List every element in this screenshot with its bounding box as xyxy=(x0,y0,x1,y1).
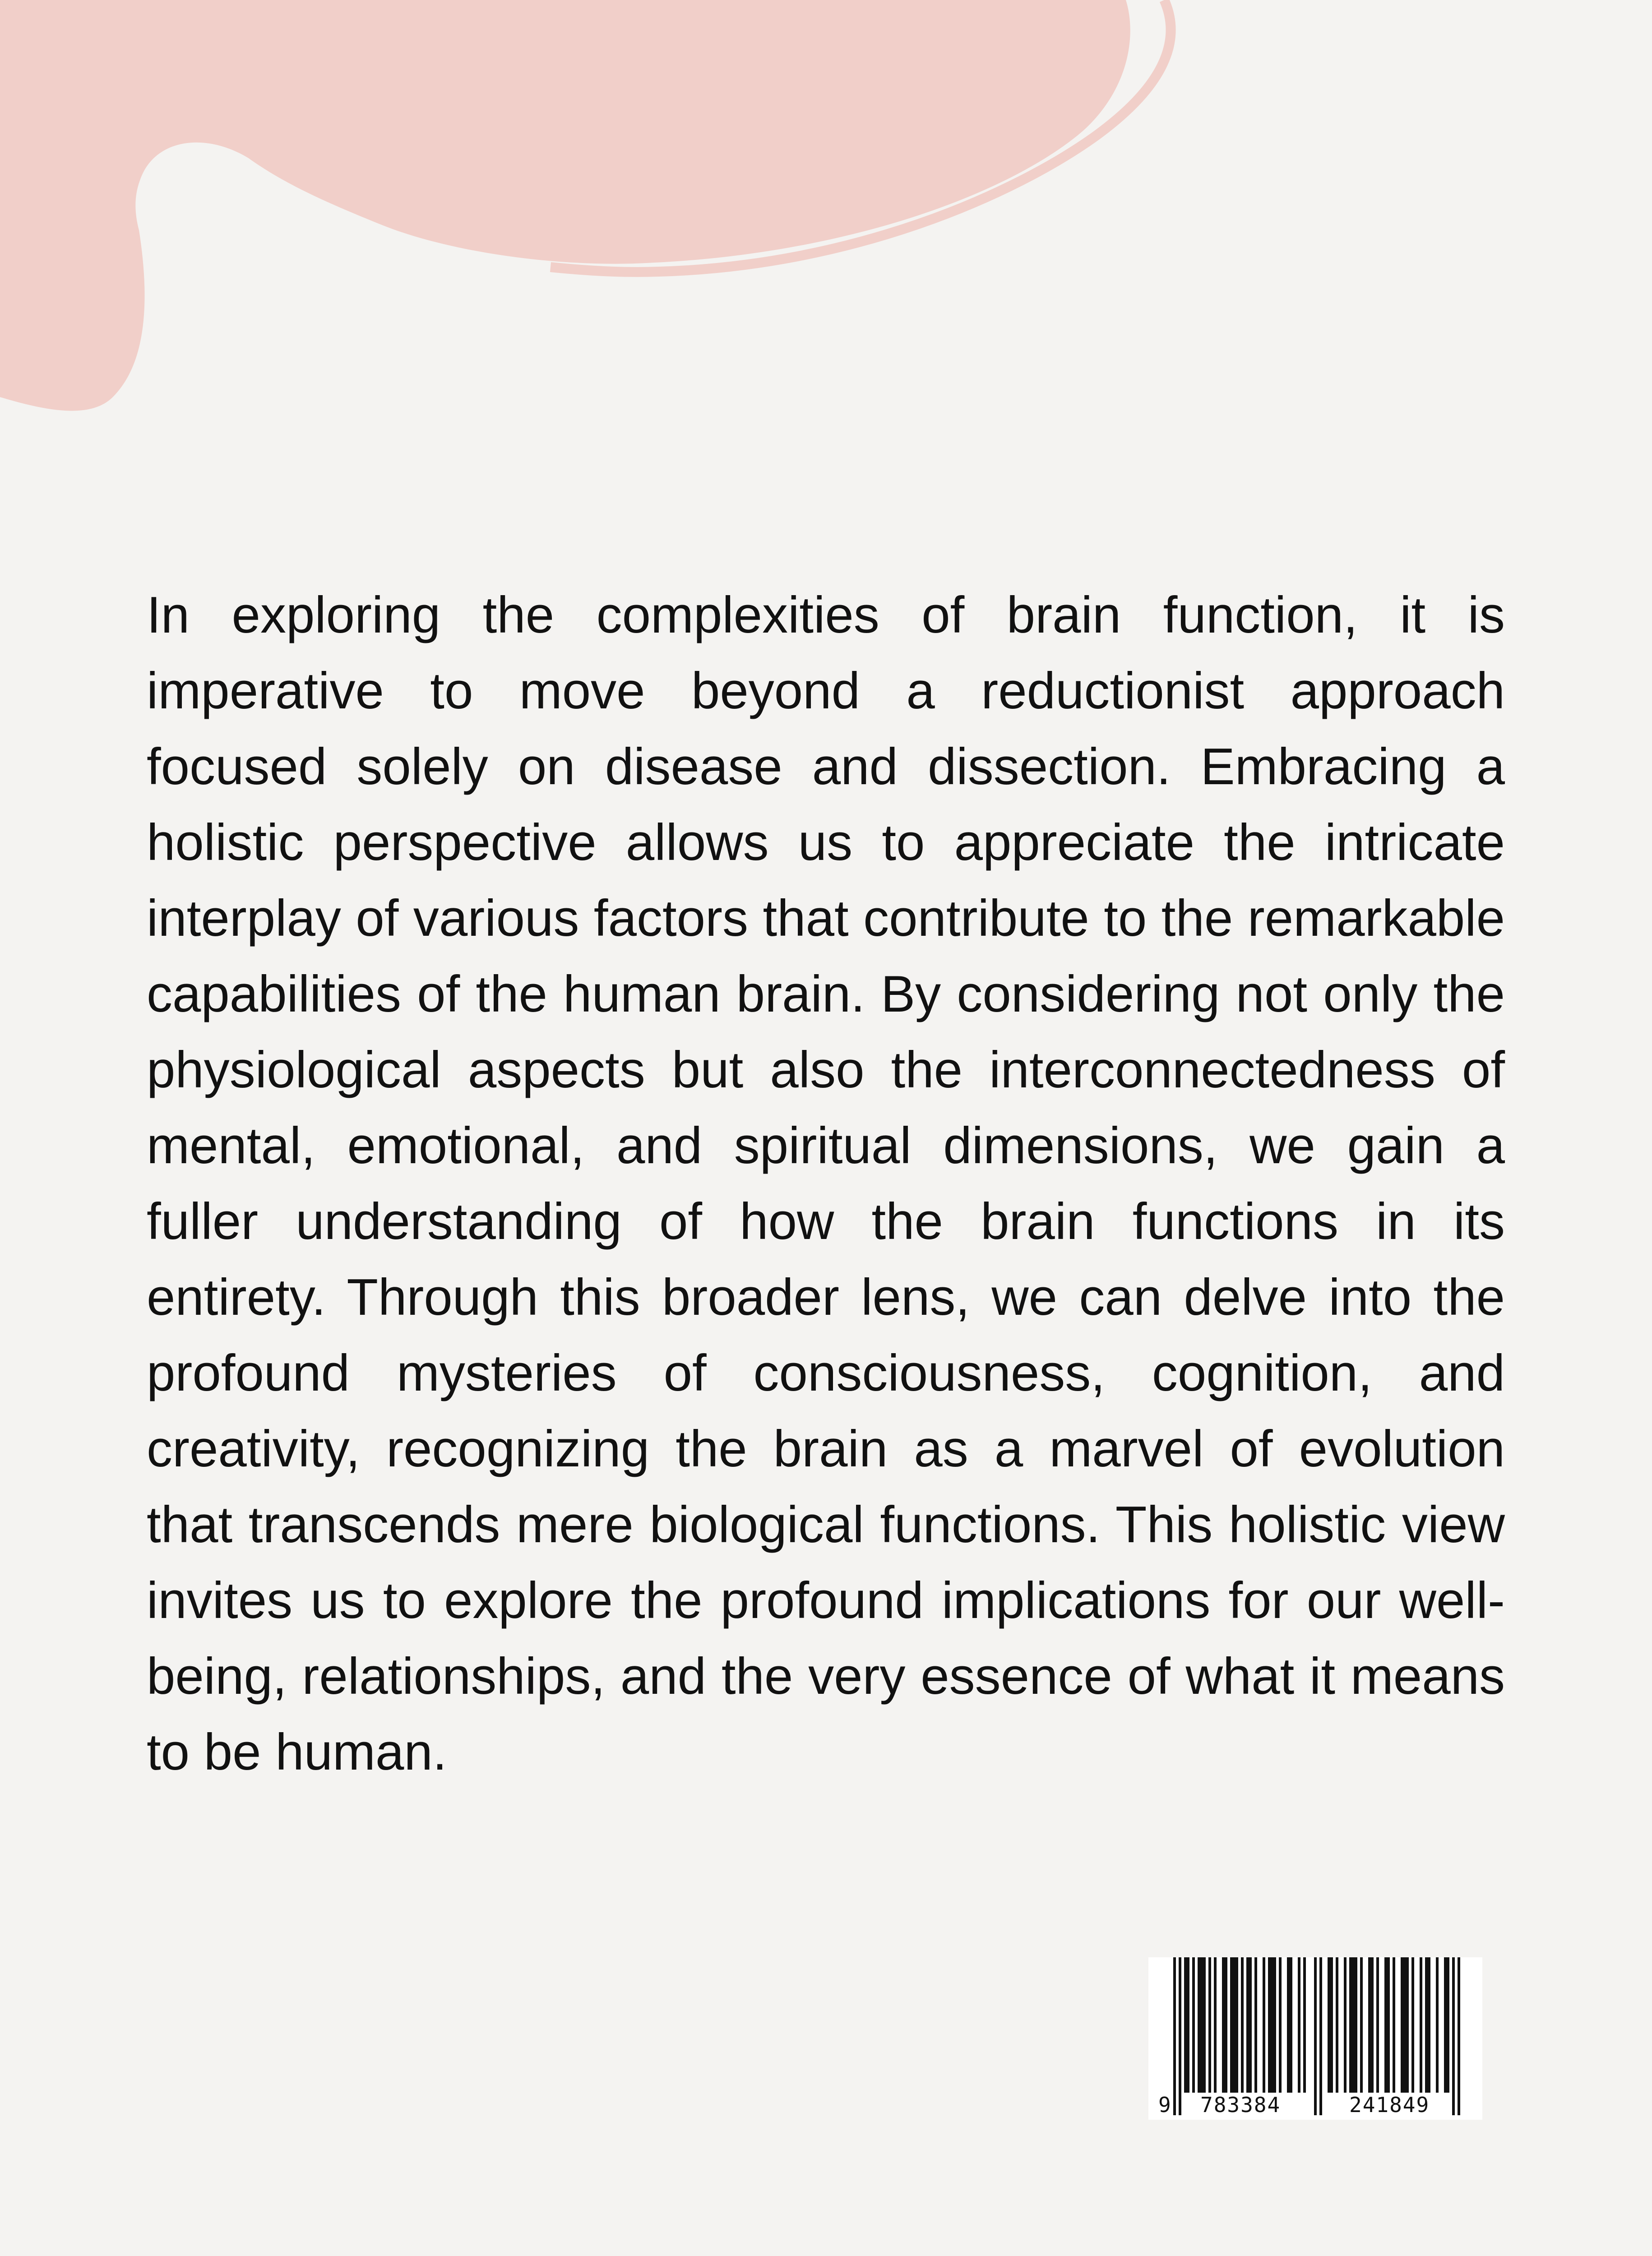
barcode-left-digits: 783384 xyxy=(1200,2093,1281,2117)
barcode-first-digit: 9 xyxy=(1158,2093,1171,2117)
back-cover-blurb: In exploring the complexities of brain function, it is imperative to move beyond a reductionist approach focused solely on disease and dissection. Embracing a holistic perspective allows us to appreciate the intricate interplay of various factors that contribute to the remarkable capabilities of the human brain. By considering not only the physiological aspects but also the interconnectedness of mental, emotional, and spiritual dimensions, we gain a fuller understanding of how the brain functions in its entirety. Through this broader lens, we can delve into the profound mysteries of consciousness, cognition, and creativity, recognizing the brain as a marvel of evolution that transcends mere biological functions. This holistic view invites us to explore the profound implications for our well-being, relationships, and the very essence of what it means to be human. xyxy=(147,587,1505,1781)
barcode-bars xyxy=(1148,1957,1482,2120)
decorative-blob xyxy=(0,0,1652,496)
isbn-barcode xyxy=(1148,1957,1482,2120)
barcode-right-digits: 241849 xyxy=(1349,2093,1430,2117)
